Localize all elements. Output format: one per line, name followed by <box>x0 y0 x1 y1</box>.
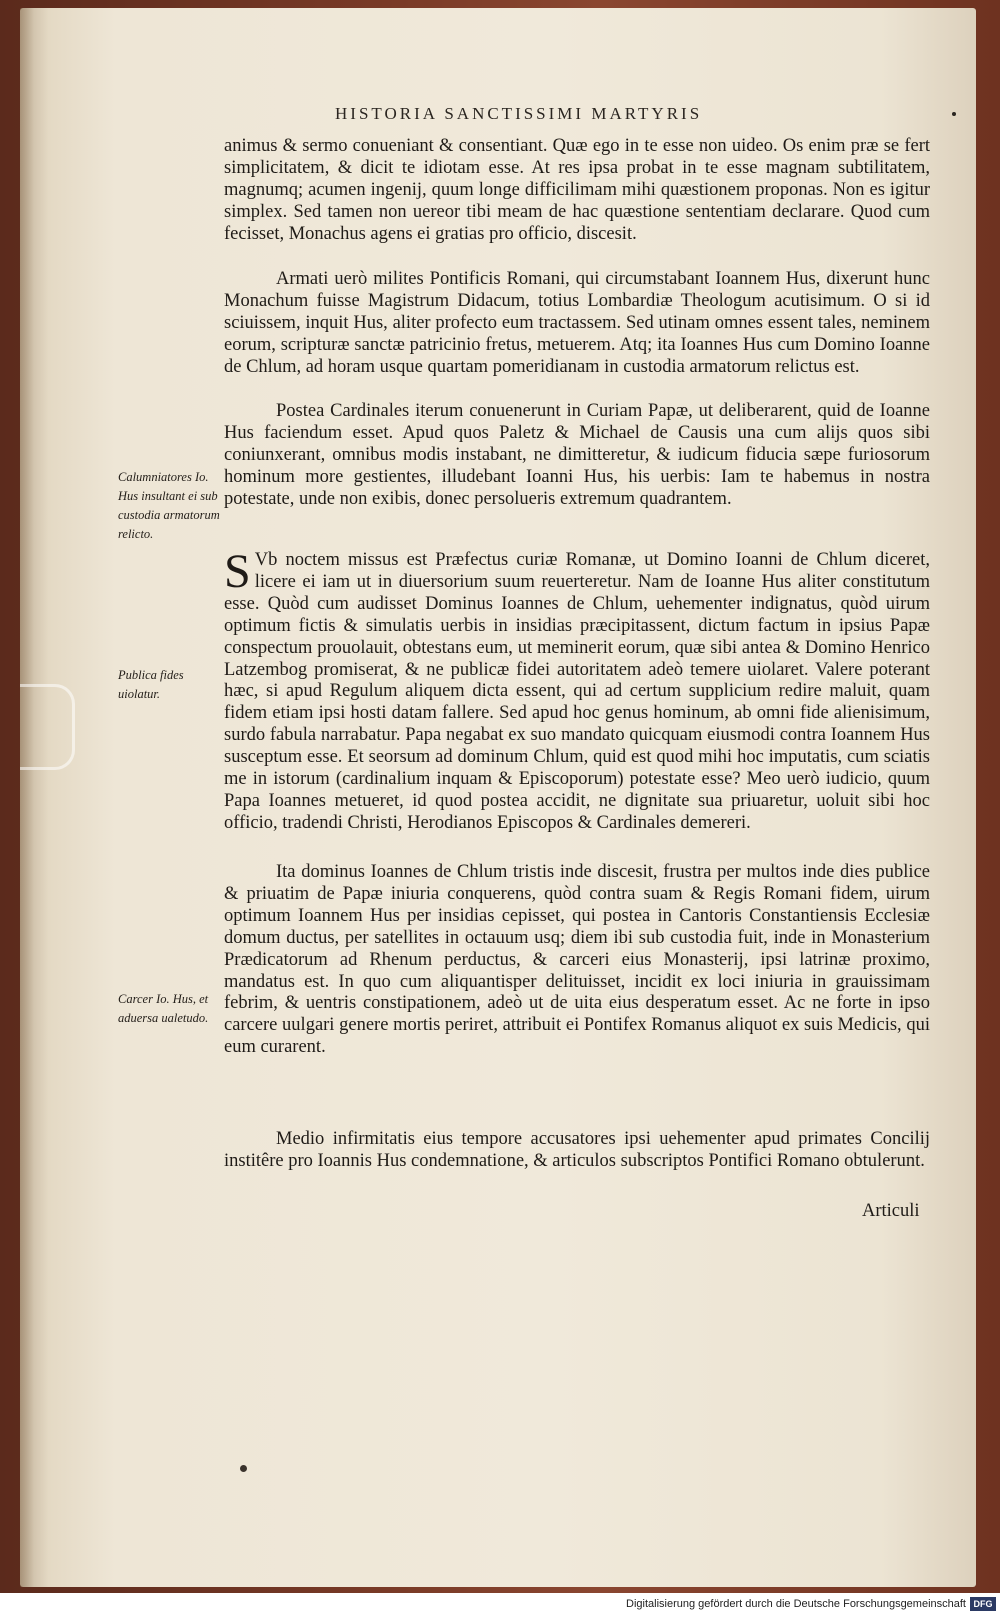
paragraph-1: animus & sermo conueniant & consentiant. Quæ ego in te esse non uideo. Os enim præ se fert simplicitatem, & dicit te idiotam esse. At res ipsa probat in te esse magnam subtilitatem, magnumq; acumen ingenij, quum longe difficilimam mihi quæstionem proponas. Non es igitur simplex. Sed tamen non uereor tibi meam de hac quæstione sententiam declarare. Quod cum fecisset, Monachus agens ei gratias pro officio, discesit. <box>224 136 930 244</box>
page-gutter-shadow <box>20 8 34 1587</box>
text-block-5 <box>224 862 930 1059</box>
text-block-6 <box>224 1129 930 1173</box>
paragraph-5: Ita dominus Ioannes de Chlum tristis inde discesit, frustra per multos inde dies publice & priuatim de Papæ iniuria conquerens, quòd contra suam & Regis Romani fidem, uirum optimum Ioannem Hus per insidias cepisset, qui postea in Cantoris Constantiensis Ecclesiæ domum ductus, per satellites in octauum usq; diem ibi sub custodia fuit, inde in Monasterium Prædicatorum ad Rhenum perductus, & carceri eius Monasterij, ipsi latrinæ proximo, mandatus est. In quo cum aliquantisper delituisset, incidit ex loci iniuria in grauissimam febrim, & uentris constipationem, adeò ut de uita eius desperatum esset. Ac ne forte in ipso carcere uulgari genere mortis periret, attribuit ei Pontifex Romanus aliquot ex suis Medicis, qui eum curarent. <box>224 862 930 1058</box>
paragraph-6: Medio infirmitatis eius tempore accusatores ipsi uehementer apud primates Concilij institêre pro Ioannis Hus condemnatione, & articulos subscriptos Pontifici Romano obtulerunt. <box>224 1129 930 1171</box>
paragraph-2: Armati uerò milites Pontificis Romani, qui circumstabant Ioannem Hus, dixerunt hunc Monachum fuisse Magistrum Didacum, totius Lombardiæ Theologum acutisimum. O si id sciuissem, inquit Hus, aliter profecto eum tractassem. Sed utinam omnes essent tales, neminem eorum, scripturæ sanctæ patricinio fretus, metuerem. Atq; ita Ioannes Hus cum Domino Ioanne de Chlum, ad horam usque quartam pomeridianam in custodia armatorum relictus est. <box>224 269 930 377</box>
folio-mark <box>952 112 956 116</box>
text-block-4 <box>224 545 930 835</box>
margin-note-publica-fides: Publica fides uiolatur. <box>118 668 184 701</box>
text-block-2 <box>224 269 930 379</box>
margin-note-calumniatores: Calumniatores Io. Hus insultant ei sub custodia armatorum relicto. <box>118 470 220 541</box>
paragraph-3: Postea Cardinales iterum conuenerunt in Curiam Papæ, ut deliberarent, quid de Ioanne Hus faciendum esset. Apud quos Paletz & Michael de Causis una cum alijs quos sibi coniunxerant, omnibus modis instabant, ne dimitteretur, & iudicum fiducia sæpe furiosorum hominum more gestientes, illudebant Ioanni Hus, his uerbis: Iam te habemus in nostra potestate, unde non exibis, donec persolueris extremum quadrantem. <box>224 401 930 509</box>
footer-credit: Digitalisierung gefördert durch die Deutsche Forschungsgemeinschaft <box>626 1598 966 1610</box>
ink-dot <box>240 1465 247 1472</box>
running-head: HISTORIA SANCTISSIMI MARTYRIS <box>335 104 703 123</box>
catchword: Articuli <box>862 1201 920 1221</box>
text-block-1 <box>224 136 930 246</box>
footer-bar <box>0 1593 1000 1617</box>
margin-note-carcer: Carcer Io. Hus, et aduersa ualetudo. <box>118 992 209 1025</box>
initial-letter: S <box>224 545 251 598</box>
text-block-3 <box>224 401 930 511</box>
page-clip-reflection <box>20 684 75 770</box>
dfg-logo: DFG <box>970 1597 996 1611</box>
paragraph-4: Vb noctem missus est Præfectus curiæ Romanæ, ut Domino Ioanni de Chlum diceret, licere ei iam ut in diuersorium suum reuerteretur. Nam de Ioanne Hus aliter constitutum esse. Quòd cum audisset Dominus Ioannes de Chlum, uehementer indignatus, quòd uirum optimum fictis & simulatis uerbis in insidias præcipitassent, dictum factum in ipsius Papæ conspectum prouolauit, obtestans eum, ut meminerit eorum, quæ sibi antea & Domino Henrico Latzembog promiserat, & ne publicæ fidei autoritatem adeò temere uiolaret. Valere poterant hæc, si apud Regulum aliquem dicta essent, qui ad certum supplicium redire maluit, quam fidem etiam ipsi hosti datam fallere. Sed apud hoc genus hominum, ab omni fide alienisimum, surdo fabula narrabatur. Papa negabat ex suo mandato quicquam eiusmodi contra Ioannem Hus susceptum esse. Et seorsum ad dominum Chlum, quid est quod mihi hoc imputatis, cum sciatis me in istorum (cardinalium inquam & Episcoporum) potestate esse? Meo uerò iudicio, quum Papa Ioannes metueret, id quod postea accidit, ne dignitate sua priuaretur, uoluit sibi hoc officio, tradendi Christi, Herodianos Episcopos & Cardinales demereri. <box>224 550 930 833</box>
